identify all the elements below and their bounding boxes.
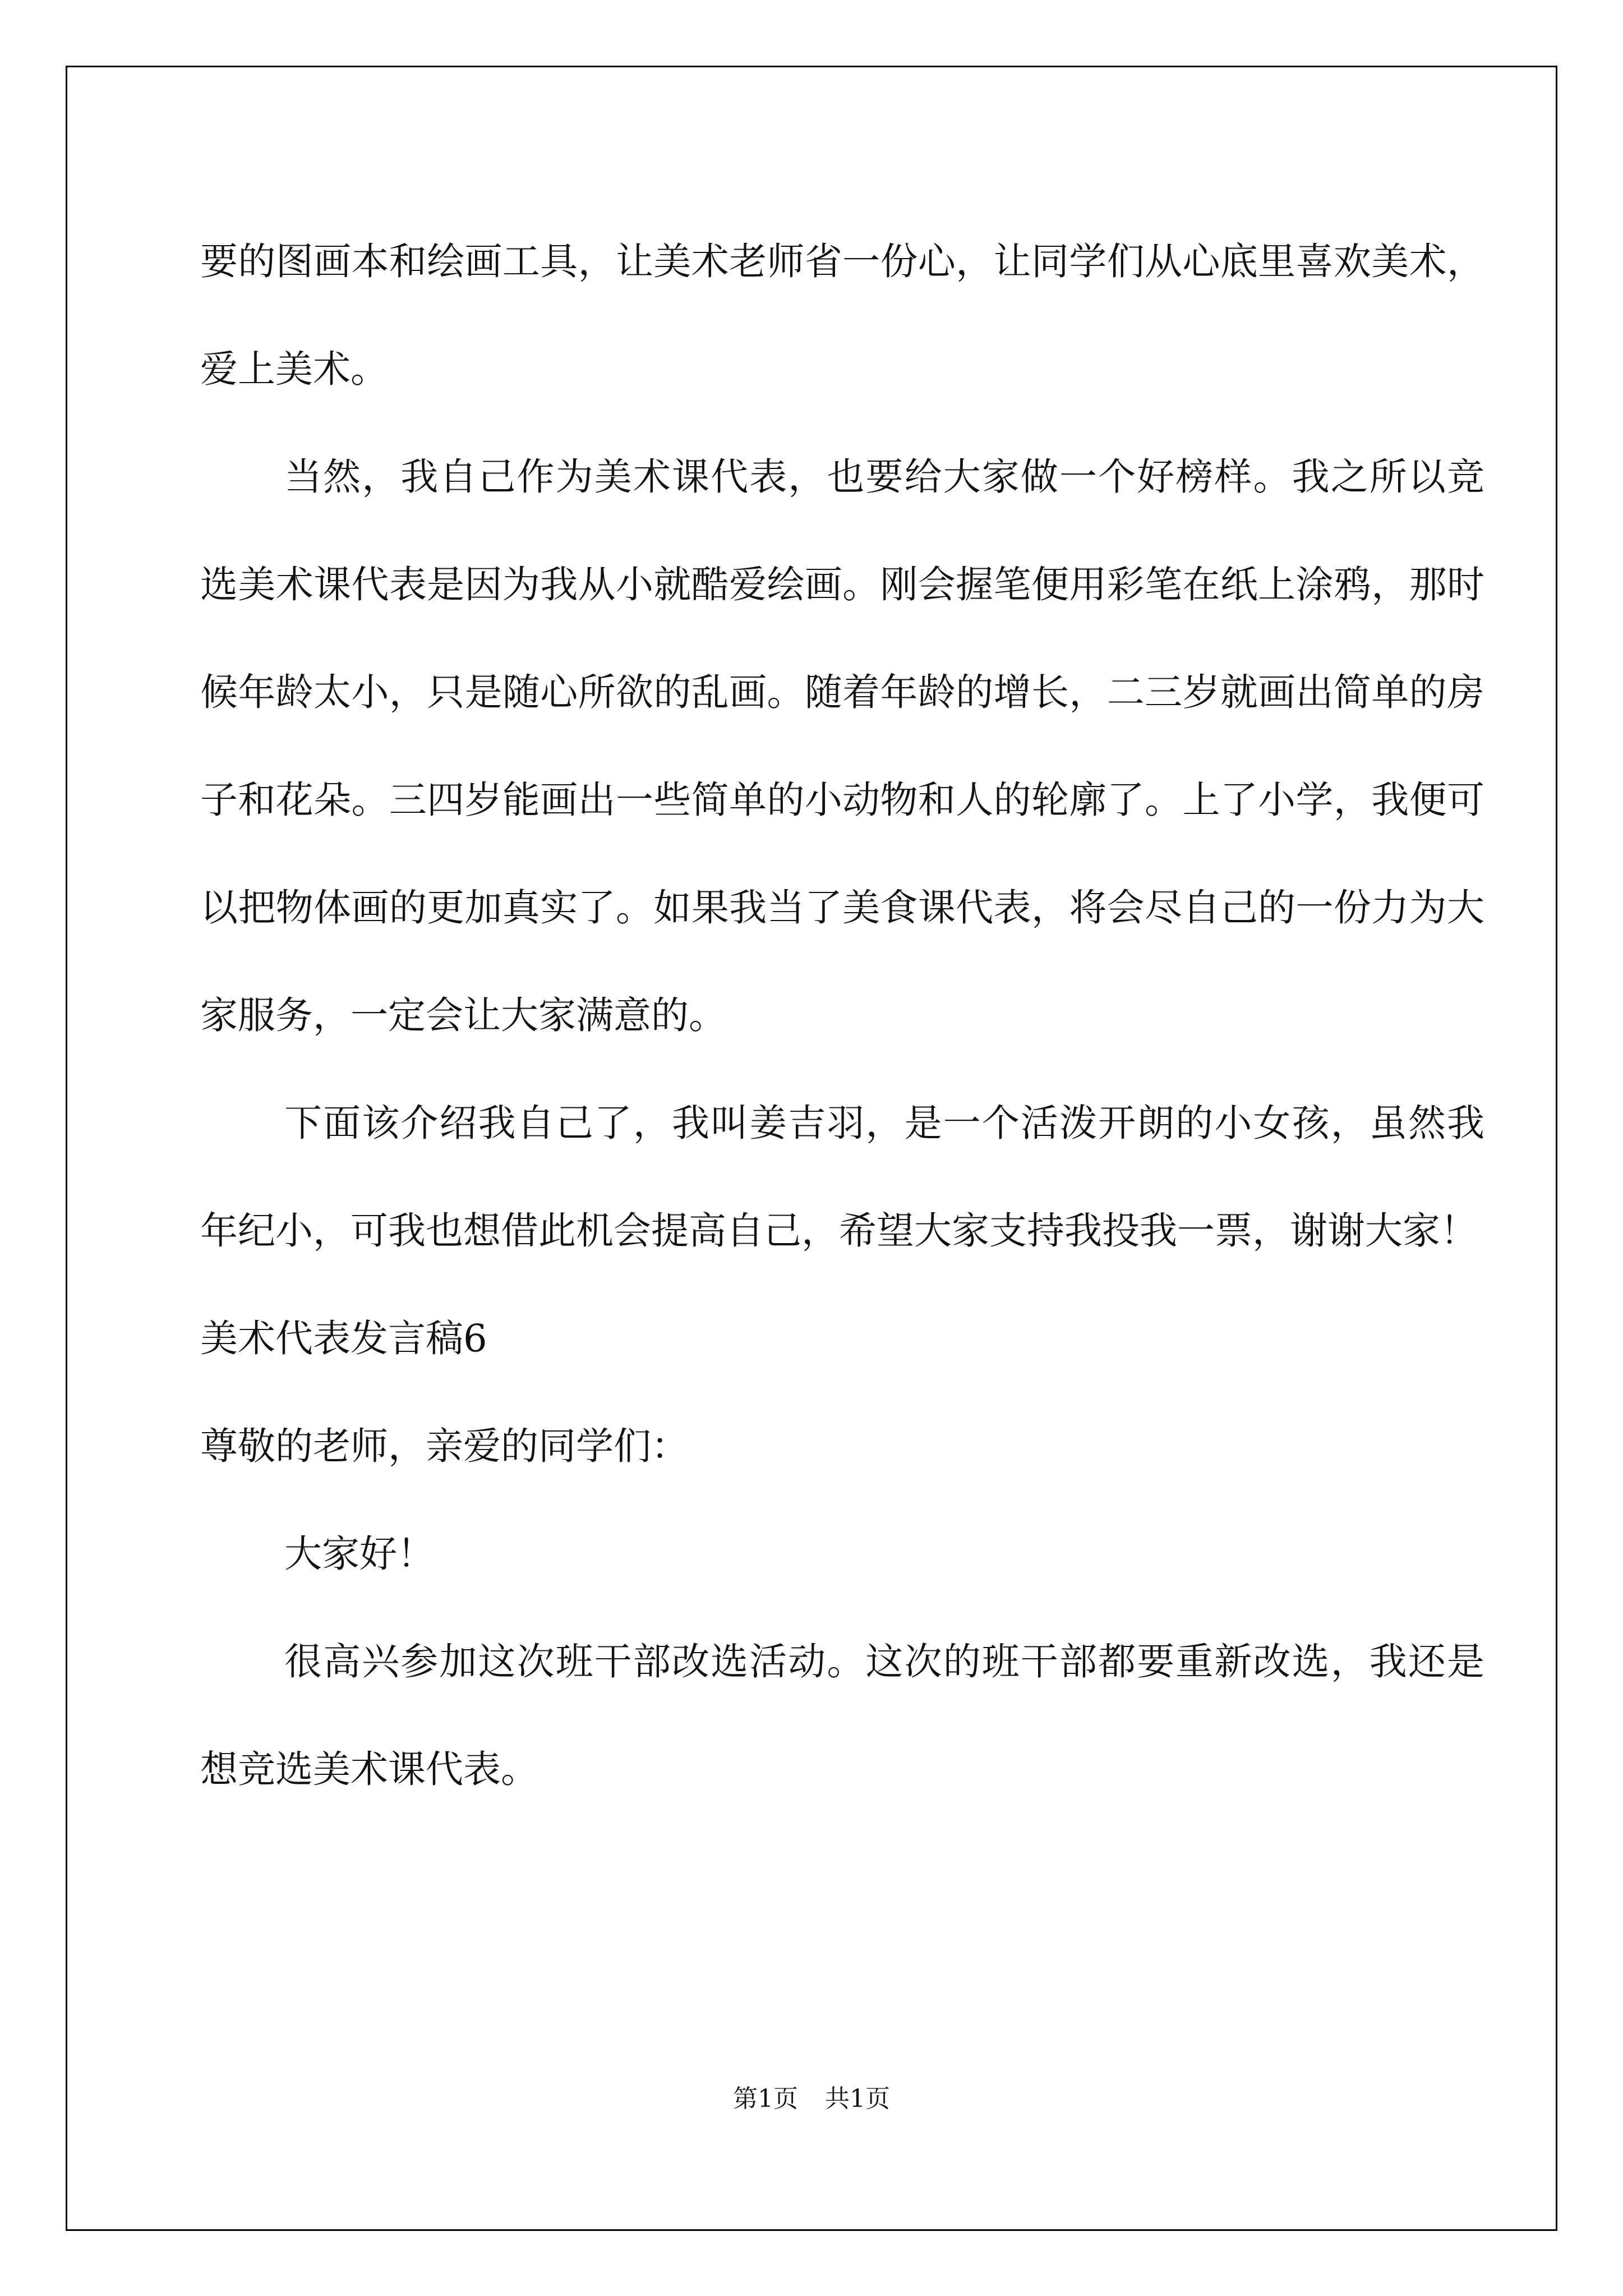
section-heading: 美术代表发言稿6 (200, 1317, 487, 1360)
document-body (200, 208, 1484, 1823)
salutation: 尊敬的老师，亲爱的同学们： (200, 1424, 689, 1468)
paragraph-1: 要的图画本和绘画工具，让美术老师省一份心，让同学们从心底里喜欢美术，爱上美术。 (200, 240, 1484, 391)
page-total: 共1页 (825, 2085, 890, 2113)
greeting: 大家好！ (284, 1532, 435, 1576)
page-footer (0, 2078, 1623, 2114)
page-number: 第1页 (733, 2085, 798, 2113)
paragraph-2: 当然，我自己作为美术课代表，也要给大家做一个好榜样。我之所以竞选美术课代表是因为我从小就酷爱绘画。刚会握笔便用彩笔在纸上涂鸦，那时候年龄太小，只是随心所欲的乱画。随着年龄的增长，二三岁就画出简单的房子和花朵。三四岁能画出一些简单的小动物和人的轮廓了。上了小学，我便可以把物体画的更加真实了。如果我当了美食课代表，将会尽自己的一份力为大家服务，一定会让大家满意的。 (200, 455, 1484, 1037)
paragraph-4: 很高兴参加这次班干部改选活动。这次的班干部都要重新改选，我还是想竞选美术课代表。 (200, 1640, 1484, 1791)
paragraph-3: 下面该介绍我自己了，我叫姜吉羽，是一个活泼开朗的小女孩，虽然我年纪小，可我也想借此机会提高自己，希望大家支持我投我一票，谢谢大家！ (200, 1101, 1484, 1253)
